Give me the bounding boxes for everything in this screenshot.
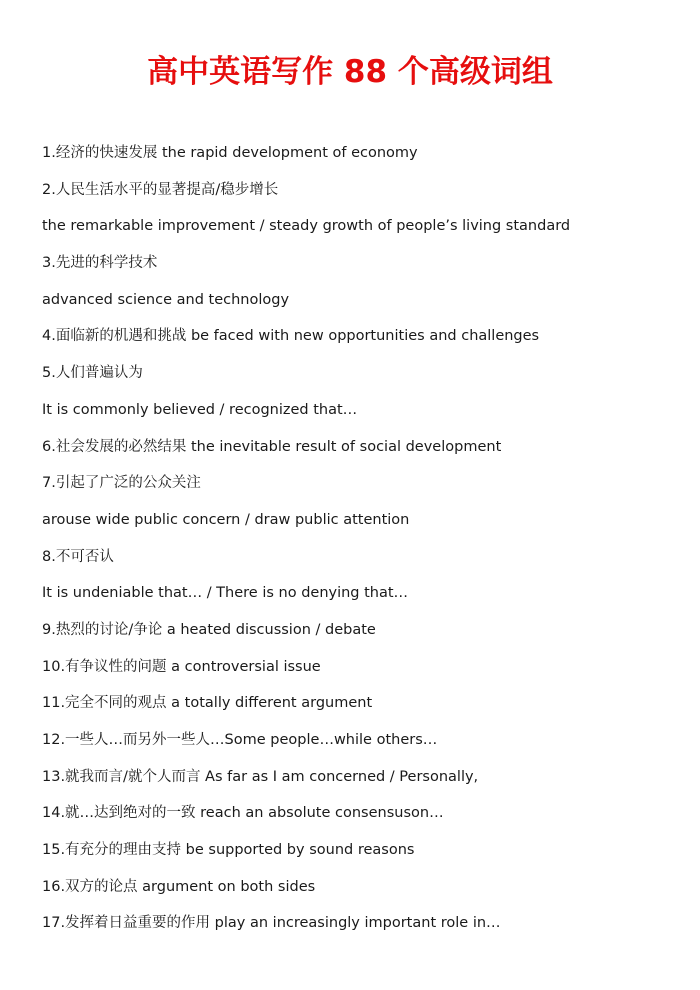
phrase-line: It is undeniable that… / There is no denying that… — [42, 585, 409, 602]
phrase-line: 9.热烈的讨论/争论 a heated discussion / debate — [42, 621, 376, 638]
phrase-line: It is commonly believed / recognized that… — [42, 401, 358, 418]
phrase-line: 14.就…达到绝对的一致 reach an absolute consensuson… — [42, 805, 444, 822]
phrase-line: 7.引起了广泛的公众关注 — [42, 475, 201, 492]
phrase-line: 6.社会发展的必然结果 the inevitable result of social development — [42, 438, 502, 455]
phrase-line: advanced science and technology — [42, 291, 290, 308]
phrase-line: 15.有充分的理由支持 be supported by sound reasons — [42, 842, 415, 859]
phrase-line: 2.人民生活水平的显著提高/稳步增长 — [42, 181, 279, 198]
phrase-line: 1.经济的快速发展 the rapid development of economy — [42, 145, 418, 161]
phrase-line: 5.人们普遍认为 — [42, 365, 143, 382]
phrase-line: 13.就我而言/就个人而言 As far as I am concerned / Personally, — [42, 768, 479, 785]
phrase-list — [42, 140, 682, 947]
phrase-line: 11.完全不同的观点 a totally different argument — [42, 695, 373, 712]
phrase-line: 10.有争议性的问题 a controversial issue — [42, 658, 321, 675]
phrase-line: 17.发挥着日益重要的作用 play an increasingly important role in… — [42, 915, 501, 932]
page-title: 高中英语写作 88 个高级词组 — [147, 54, 553, 90]
phrase-line: the remarkable improvement / steady growth of people’s living standard — [42, 218, 571, 235]
phrase-line: 8.不可否认 — [42, 548, 114, 565]
phrase-line: 12.一些人…而另外一些人…Some people…while others… — [42, 732, 438, 748]
phrase-line: 3.先进的科学技术 — [42, 255, 158, 272]
phrase-line: 16.双方的论点 argument on both sides — [42, 878, 316, 895]
phrase-line: arouse wide public concern / draw public attention — [42, 511, 410, 528]
phrase-line: 4.面临新的机遇和挑战 be faced with new opportunities and challenges — [42, 328, 540, 345]
